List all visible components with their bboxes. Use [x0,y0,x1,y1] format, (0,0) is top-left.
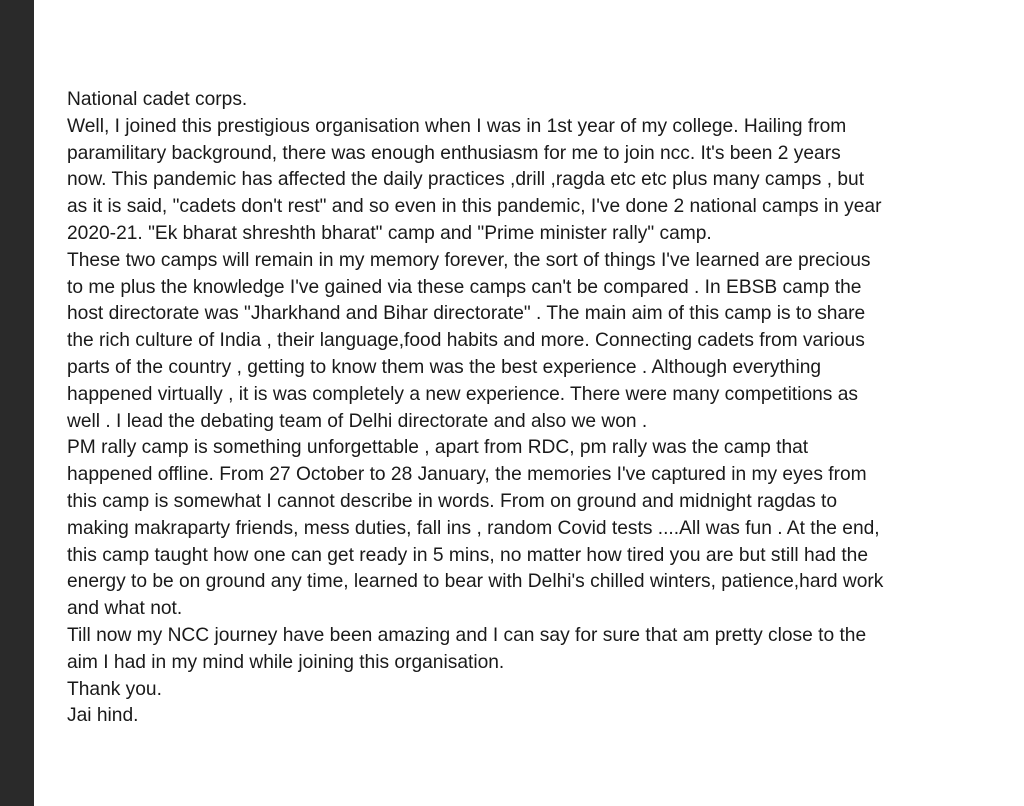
document-page [34,0,1024,806]
closing-line: Thank you. [67,678,162,700]
text-line: energy to be on ground any time, learned to bear with Delhi's chilled winters, patience,hard work [67,571,884,593]
title-line: National cadet corps. [67,89,248,110]
text-line: making makraparty friends, mess duties, fall ins , random Covid tests ....All was fun . At the end, [67,517,880,539]
text-line: the rich culture of India , their language,food habits and more. Connecting cadets from various [67,330,865,352]
text-line: this camp taught how one can get ready in 5 mins, no matter how tired you are but still had the [67,544,868,566]
text-line: aim I had in my mind while joining this organisation. [67,651,505,673]
text-line: 2020-21. "Ek bharat shreshth bharat" camp and "Prime minister rally" camp. [67,222,712,244]
left-margin-bar [0,0,34,806]
text-line: paramilitary background, there was enough enthusiasm for me to join ncc. It's been 2 years [67,142,841,164]
text-line: happened virtually , it is was completely a new experience. There were many competitions as [67,383,858,405]
text-line: PM rally camp is something unforgettable , apart from RDC, pm rally was the camp that [67,437,809,459]
text-line: Till now my NCC journey have been amazing and I can say for sure that am pretty close to the [67,624,867,646]
signoff-line: Jai hind. [67,705,139,727]
text-line: host directorate was "Jharkhand and Bihar directorate" . The main aim of this camp is to share [67,303,866,325]
document-body [67,87,1002,730]
text-line: well . I lead the debating team of Delhi directorate and also we won . [67,410,648,432]
text-line: to me plus the knowledge I've gained via these camps can't be compared . In EBSB camp the [67,276,862,298]
text-line: Well, I joined this prestigious organisation when I was in 1st year of my college. Hailing from [67,115,847,137]
text-line: and what not. [67,598,183,620]
text-line: parts of the country , getting to know them was the best experience . Although everything [67,356,822,378]
text-line: now. This pandemic has affected the daily practices ,drill ,ragda etc etc plus many camps , but [67,169,865,191]
text-line: happened offline. From 27 October to 28 January, the memories I've captured in my eyes from [67,464,867,486]
text-line: this camp is somewhat I cannot describe in words. From on ground and midnight ragdas to [67,490,838,512]
text-line: as it is said, "cadets don't rest" and so even in this pandemic, I've done 2 national camps in year [67,196,882,218]
text-line: These two camps will remain in my memory forever, the sort of things I've learned are precious [67,249,871,271]
